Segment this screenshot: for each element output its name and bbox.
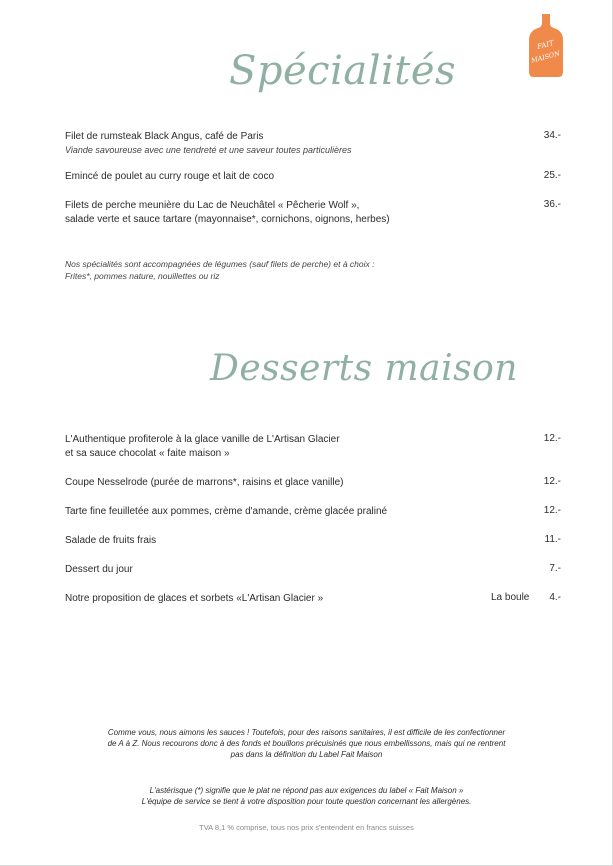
menu-item	[65, 592, 323, 606]
menu-item	[65, 170, 274, 184]
note-line1: Nos spécialités sont accompagnées de légumes (sauf filets de perche) et à choix :	[65, 259, 375, 269]
item-price: 25.-	[543, 170, 561, 181]
menu-item	[65, 199, 390, 226]
item-description: Viande savoureuse avec une tendreté et une saveur toutes particulières	[65, 144, 352, 155]
item-name: Filet de rumsteak Black Angus, café de Paris	[65, 131, 264, 142]
tva-note: TVA 8,1 % comprise, tous nos prix s'entendent en francs suisses	[199, 823, 414, 832]
item-price: 4.-	[549, 592, 561, 603]
item-name: Salade de fruits frais	[65, 535, 157, 546]
item-name: L'Authentique profiterole à la glace vanille de L'Artisan Glacier	[65, 434, 340, 445]
item-price: 36.-	[543, 199, 561, 210]
menu-item	[65, 130, 352, 157]
logo-line1: FAIT	[536, 39, 555, 52]
item-name-line2: salade verte et sauce tartare (mayonnaise*, cornichons, oignons, herbes)	[65, 213, 390, 225]
asterisk-note	[50, 785, 563, 807]
asterisk-line1: L'astérisque (*) signifie que le plat ne répond pas aux exigences du label « Fait Maison »	[149, 786, 464, 795]
item-price: 11.-	[544, 534, 561, 545]
item-name: Coupe Nesselrode (purée de marrons*, raisins et glace vanille)	[65, 477, 344, 488]
note-line2: Frites*, pommes nature, nouillettes ou riz	[65, 270, 220, 281]
item-name: Emincé de poulet au curry rouge et lait de coco	[65, 171, 275, 182]
logo-line2: MAISON	[530, 49, 561, 65]
menu-item	[65, 534, 156, 548]
item-unit: La boule	[491, 592, 530, 603]
menu-item	[65, 433, 340, 460]
sauces-line3: pas dans la définition du Label Fait Maison	[230, 750, 383, 759]
sauces-note	[50, 727, 563, 760]
item-name: Filets de perche meunière du Lac de Neuchâtel « Pêcherie Wolf »,	[65, 200, 360, 211]
item-price: 34.-	[543, 130, 561, 141]
fait-maison-logo	[527, 14, 565, 78]
specialites-note	[65, 259, 374, 282]
asterisk-line2: L'équipe de service se tient à votre disposition pour toute question concernant les allergènes.	[141, 797, 472, 806]
item-price: 12.-	[543, 433, 561, 444]
menu-item	[65, 476, 343, 490]
sauces-line2: de A à Z. Nous recourons donc à des fonds et bouillons précuisinés que nous embellissons, mais qui ne rentrent	[107, 739, 506, 748]
item-name: Notre proposition de glaces et sorbets «L'Artisan Glacier »	[65, 593, 324, 604]
item-price: 12.-	[543, 476, 561, 487]
menu-item	[65, 505, 387, 519]
item-name: Tarte fine feuilletée aux pommes, crème d'amande, crème glacée praliné	[65, 506, 388, 517]
item-name-line2: et sa sauce chocolat « faite maison »	[65, 447, 230, 459]
menu-item	[65, 563, 133, 577]
sauces-line1: Comme vous, nous aimons les sauces ! Toutefois, pour des raisons sanitaires, il est difficile de les confectionner	[107, 728, 506, 737]
desserts-title: Desserts maison	[210, 348, 518, 389]
specialites-title: Spécialités	[229, 48, 457, 94]
item-price: 12.-	[543, 505, 561, 516]
item-price: 7.-	[549, 563, 561, 574]
item-name: Dessert du jour	[65, 564, 133, 575]
